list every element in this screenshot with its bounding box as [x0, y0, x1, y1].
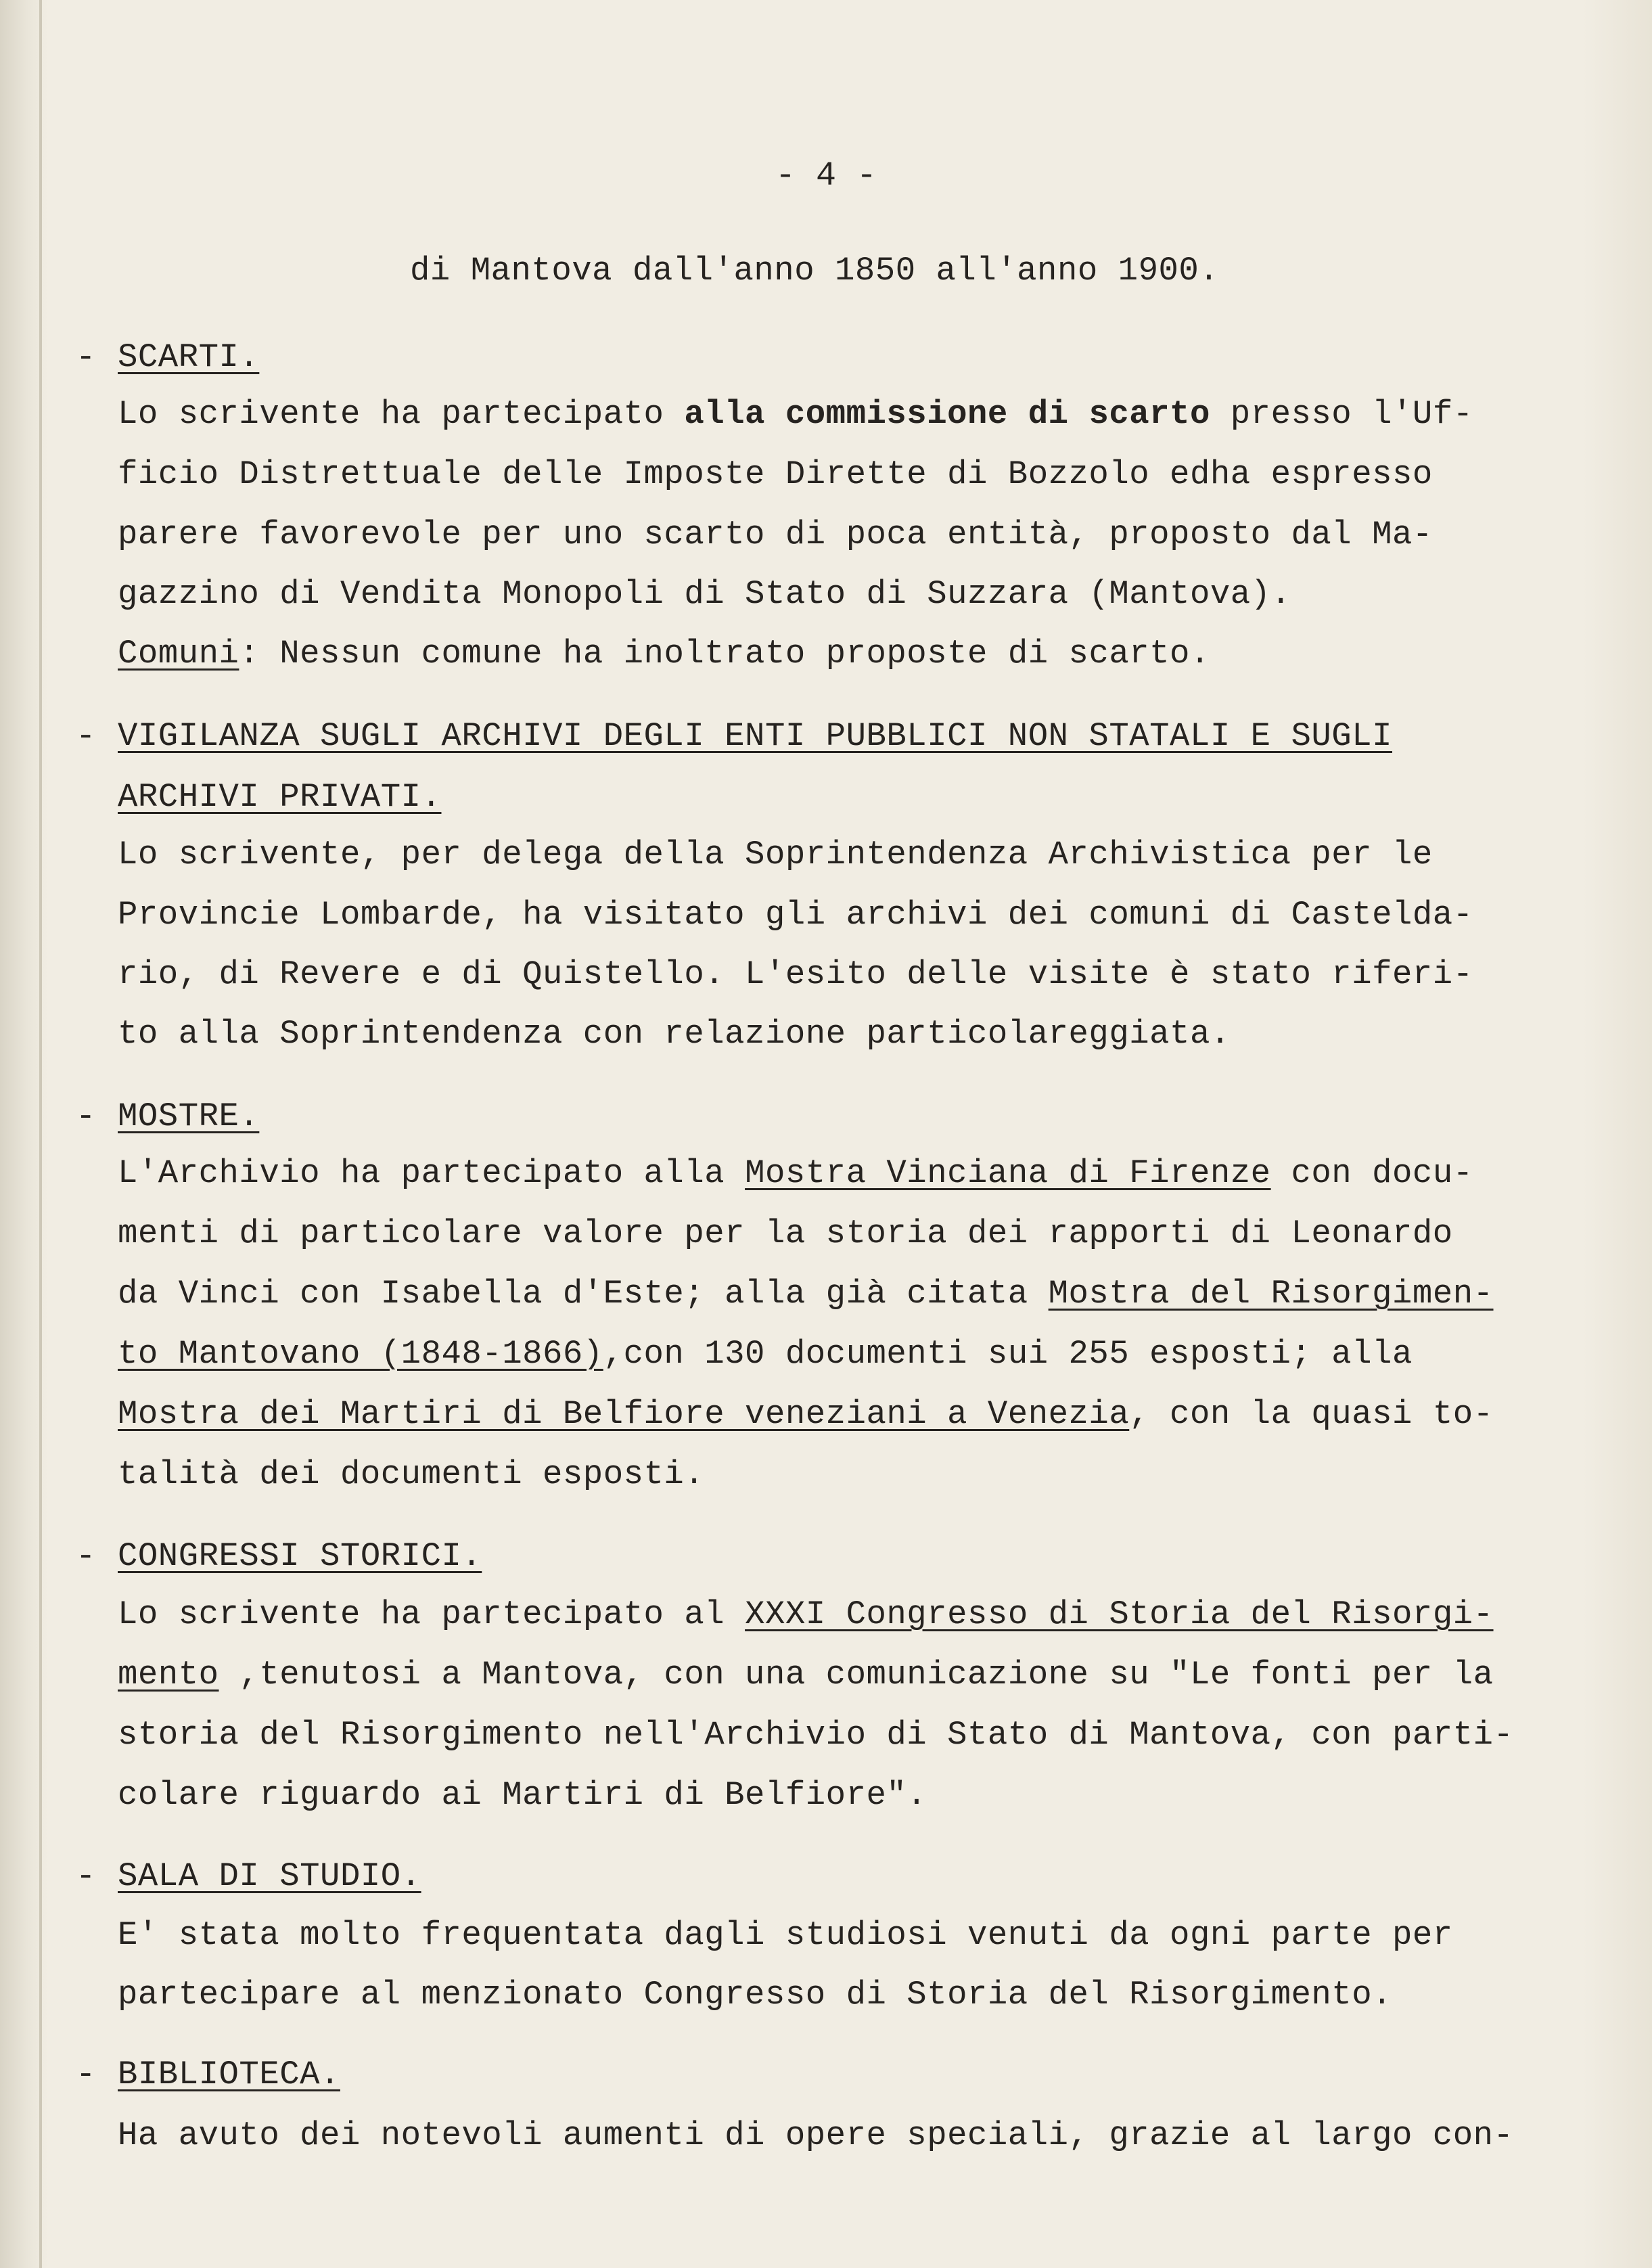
scarti-line-1-bold: alla commissione di scarto — [684, 395, 1210, 433]
scarti-line-1-c: presso l'Uf- — [1210, 395, 1473, 433]
congressi-line-2-c: ,tenutosi a Mantova, con una comunicazione su "Le fonti per la — [219, 1656, 1494, 1694]
vigilanza-line-3: rio, di Revere e di Quistello. L'esito delle visite è stato riferi- — [118, 955, 1473, 993]
mostre-line-1-c: con docu- — [1270, 1154, 1473, 1192]
congressi-line-1-a: Lo scrivente ha partecipato al — [118, 1595, 745, 1633]
biblioteca-line-1: Ha avuto dei notevoli aumenti di opere speciali, grazie al largo con- — [118, 2116, 1514, 2154]
mostre-line-3 — [118, 1275, 1494, 1313]
heading-congressi: CONGRESSI STORICI. — [118, 1537, 482, 1575]
bullet-scarti: - — [76, 338, 96, 376]
mostre-line-1-a: L'Archivio ha partecipato alla — [118, 1154, 745, 1192]
scarti-line-1 — [118, 395, 1473, 433]
page-edge — [39, 0, 42, 2268]
mostre-line-1 — [118, 1154, 1473, 1192]
heading-vigilanza-1: VIGILANZA SUGLI ARCHIVI DEGLI ENTI PUBBLICI NON STATALI E SUGLI — [118, 717, 1393, 755]
bullet-mostre: - — [76, 1097, 96, 1135]
congressi-line-3: storia del Risorgimento nell'Archivio di Stato di Mantova, con parti- — [118, 1716, 1514, 1754]
page-number: - 4 - — [775, 157, 877, 196]
mostra-vinciana: Mostra Vinciana di Firenze — [745, 1154, 1271, 1192]
comuni-text: : Nessun comune ha inoltrato proposte di scarto. — [239, 635, 1210, 673]
vigilanza-line-1: Lo scrivente, per delega della Soprintendenza Archivistica per le — [118, 836, 1433, 874]
mostre-line-5-c: , con la quasi to- — [1129, 1395, 1494, 1433]
scarti-line-2: ficio Distrettuale delle Imposte Dirette di Bozzolo edha espresso — [118, 455, 1433, 493]
intro-line: di Mantova dall'anno 1850 all'anno 1900. — [410, 252, 1220, 290]
mostre-line-4-c: ,con 130 documenti sui 255 esposti; alla — [603, 1335, 1413, 1373]
bullet-biblioteca: - — [76, 2056, 96, 2093]
sala-line-1: E' stata molto frequentata dagli studiosi venuti da ogni parte per — [118, 1916, 1453, 1954]
heading-biblioteca: BIBLIOTECA. — [118, 2056, 340, 2093]
bullet-sala: - — [76, 1857, 96, 1895]
mostre-line-6: talità dei documenti esposti. — [118, 1455, 705, 1493]
heading-mostre: MOSTRE. — [118, 1097, 260, 1135]
mostra-risorgimento-2: to Mantovano (1848-1866) — [118, 1335, 603, 1373]
congresso-title-1: XXXI Congresso di Storia del Risorgi- — [745, 1595, 1494, 1633]
mostra-belfiore: Mostra dei Martiri di Belfiore veneziani a Venezia — [118, 1395, 1130, 1433]
scarti-line-5 — [118, 635, 1210, 673]
mostre-line-4 — [118, 1335, 1413, 1373]
heading-vigilanza-2: ARCHIVI PRIVATI. — [118, 778, 442, 816]
heading-sala: SALA DI STUDIO. — [118, 1857, 421, 1895]
mostre-line-3-a: da Vinci con Isabella d'Este; alla già citata — [118, 1275, 1049, 1313]
heading-scarti: SCARTI. — [118, 338, 260, 376]
mostre-line-2: menti di particolare valore per la storia dei rapporti di Leonardo — [118, 1215, 1453, 1252]
congresso-title-2: mento — [118, 1656, 219, 1694]
bullet-congressi: - — [76, 1537, 96, 1575]
scarti-line-1-a: Lo scrivente ha partecipato — [118, 395, 685, 433]
congressi-line-4: colare riguardo ai Martiri di Belfiore". — [118, 1776, 927, 1814]
vigilanza-line-4: to alla Soprintendenza con relazione particolareggiata. — [118, 1015, 1231, 1053]
bullet-vigilanza: - — [76, 717, 96, 755]
mostra-risorgimento-1: Mostra del Risorgimen- — [1048, 1275, 1494, 1313]
mostre-line-5 — [118, 1395, 1494, 1433]
vigilanza-line-2: Provincie Lombarde, ha visitato gli archivi dei comuni di Casteldа- — [118, 896, 1473, 934]
sala-line-2: partecipare al menzionato Congresso di Storia del Risorgimento. — [118, 1976, 1393, 2014]
scarti-line-3: parere favorevole per uno scarto di poca entità, proposto dal Ma- — [118, 516, 1433, 553]
congressi-line-2 — [118, 1656, 1494, 1694]
congressi-line-1 — [118, 1595, 1494, 1633]
comuni-label: Comuni — [118, 635, 239, 673]
scarti-line-4: gazzino di Vendita Monopoli di Stato di Suzzara (Mantova). — [118, 575, 1291, 613]
